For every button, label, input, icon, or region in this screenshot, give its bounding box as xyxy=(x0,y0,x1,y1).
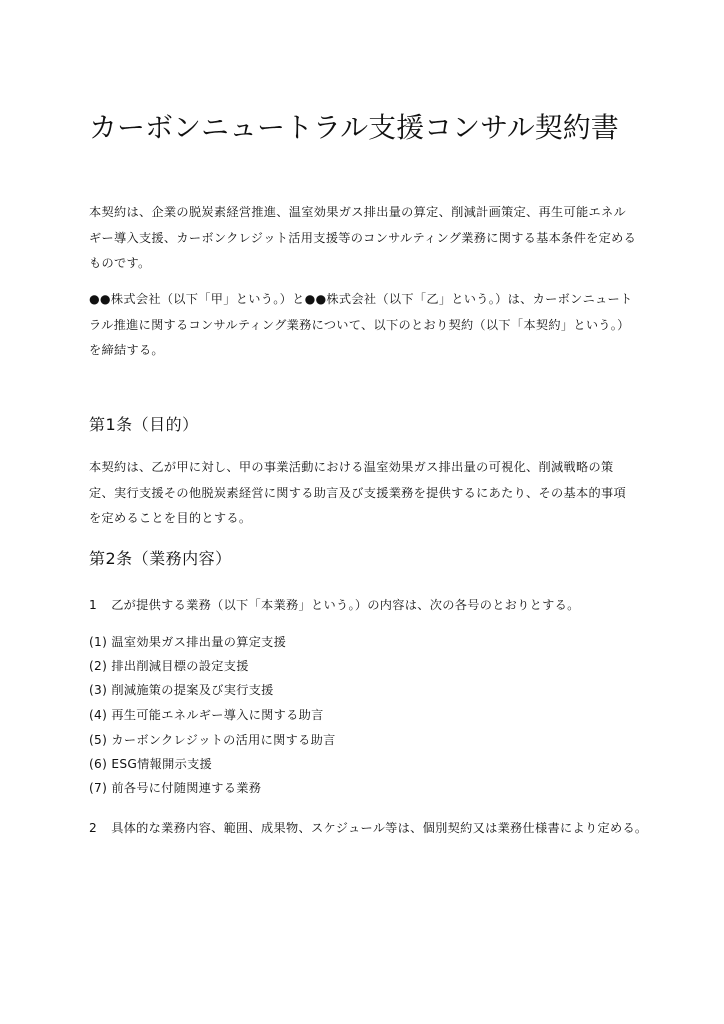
list-item: (7) 前各号に付随関連する業務 xyxy=(89,781,262,795)
article-2-clause-2 xyxy=(89,818,647,838)
article-2-clause-1 xyxy=(89,595,580,615)
clause-number: 1 xyxy=(89,598,98,612)
article-1-body: 本契約は、乙が甲に対し、甲の事業活動における温室効果ガス排出量の可視化、削減戦略の策定、実行支援その他脱炭素経営に関する助言及び支援業務を提供するにあたり、その基本的事項を定めることを目的とする。 xyxy=(89,460,626,525)
list-item: (6) ESG情報開示支援 xyxy=(89,757,213,771)
document-title: カーボンニュートラル支援コンサル契約書 xyxy=(89,111,619,144)
list-item: (5) カーボンクレジットの活用に関する助言 xyxy=(89,733,336,747)
clause-text: 具体的な業務内容、範囲、成果物、スケジュール等は、個別契約又は業務仕様書により定める。 xyxy=(111,821,648,835)
clause-text: 乙が提供する業務（以下「本業務」という。）の内容は、次の各号のとおりとする。 xyxy=(111,598,580,612)
article-1-heading: 第1条（目的） xyxy=(89,415,199,434)
list-item: (1) 温室効果ガス排出量の算定支援 xyxy=(89,635,287,649)
list-item: (4) 再生可能エネルギー導入に関する助言 xyxy=(89,708,324,722)
preamble-paragraph-1: 本契約は、企業の脱炭素経営推進、温室効果ガス排出量の算定、削減計画策定、再生可能エネルギー導入支援、カーボンクレジット活用支援等のコンサルティング業務に関する基本条件を定めるものです。 xyxy=(89,205,637,270)
list-item: (2) 排出削減目標の設定支援 xyxy=(89,659,249,673)
list-item: (3) 削減施策の提案及び実行支援 xyxy=(89,683,274,697)
article-2-heading: 第2条（業務内容） xyxy=(89,549,232,568)
clause-number: 2 xyxy=(89,821,98,835)
preamble-paragraph-2: ●●株式会社（以下「甲」という。）と●●株式会社（以下「乙」という。）は、カーボンニュートラル推進に関するコンサルティング業務について、以下のとおり契約（以下「本契約」という。）を締結する。 xyxy=(89,292,633,357)
